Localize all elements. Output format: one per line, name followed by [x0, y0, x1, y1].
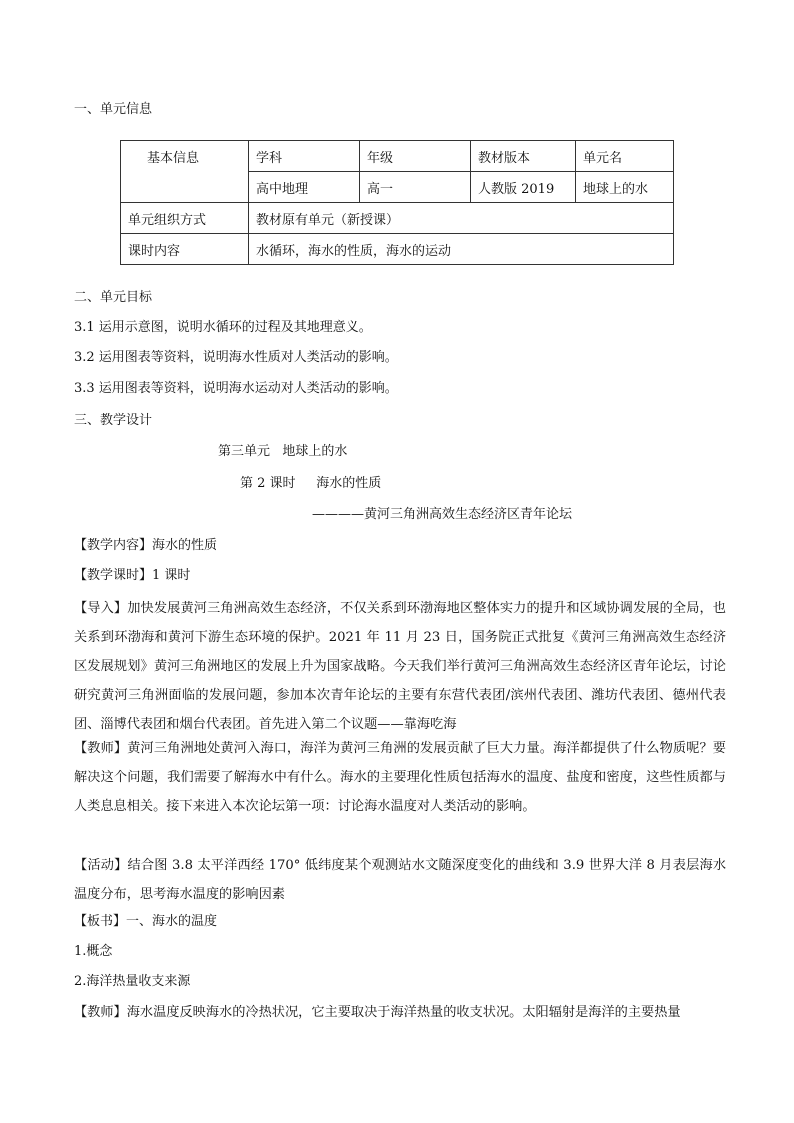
board-text: 一、海水的温度 [126, 914, 218, 929]
table-cell: 人教版 2019 [471, 172, 576, 203]
lesson-value: 水循环，海水的性质，海水的运动 [249, 234, 674, 265]
unit-heading: 第三单元 地球上的水 [218, 444, 348, 459]
table-header-cell: 教材版本 [471, 141, 576, 172]
goal-item: 3.1 运用示意图，说明水循环的过程及其地理意义。 [74, 320, 372, 335]
goal-item: 3.2 运用图表等资料，说明海水性质对人类活动的影响。 [74, 350, 398, 365]
board-point: 1.概念 [74, 944, 113, 959]
table-cell: 高一 [360, 172, 471, 203]
teacher-paragraph [74, 734, 726, 821]
lesson-heading: 第 2 课时 海水的性质 [240, 476, 382, 491]
section-title-unit-info: 一、单元信息 [74, 102, 153, 117]
table-row [121, 203, 674, 234]
intro-tag: 【导入】 [74, 601, 128, 616]
teacher-tag: 【教师】 [74, 741, 128, 756]
content-tag: 【教学内容】 [74, 538, 153, 553]
intro-paragraph [74, 594, 726, 739]
activity-tag: 【活动】 [74, 858, 128, 873]
board-tag: 【板书】 [74, 914, 127, 929]
teacher-paragraph [74, 998, 726, 1027]
table-cell: 高中地理 [249, 172, 360, 203]
org-value: 教材原有单元（新授课） [249, 203, 674, 234]
org-label: 单元组织方式 [121, 203, 249, 234]
board-point: 2.海洋热量收支来源 [74, 974, 191, 989]
board-line [74, 912, 217, 932]
table-row [121, 141, 674, 172]
activity-paragraph [74, 851, 726, 909]
forum-heading: ————黄河三角洲高效生态经济区青年论坛 [312, 507, 573, 522]
teacher-text: 黄河三角洲地处黄河入海口，海洋为黄河三角洲的发展贡献了巨大力量。海洋都提供了什么物质呢？要解决这个问题，我们需要了解海水中有什么。海水的主要理化性质包括海水的温度、盐度和密度，这些性质都与人类息息相关。接下来进入本次论坛第一项：讨论海水温度对人类活动的影响。 [74, 741, 726, 814]
teacher-tag: 【教师】 [74, 1005, 127, 1020]
unit-info-table [120, 140, 674, 265]
lesson-label: 课时内容 [121, 234, 249, 265]
teaching-content [74, 536, 217, 556]
intro-text: 加快发展黄河三角洲高效生态经济，不仅关系到环渤海地区整体实力的提升和区域协调发展的全局，也关系到环渤海和黄河下游生态环境的保护。2021 年 11 月 23 日，国务院正式批复《黄河三角洲高效生态经济区发展规划》黄河三角洲地区的发展上升为国家战略。今天我们举行黄河三角洲高效生态经济区青年论坛，讨论研究黄河三角洲面临的发展问题，参加本次青年论坛的主要有东营代表团/滨州代表团、潍坊代表团、德州代表团、淄博代表团和烟台代表团。首先进入第二个议题——靠海吃海 [74, 601, 726, 732]
table-header-cell: 单元名 [576, 141, 674, 172]
activity-text: 结合图 3.8 太平洋西经 170° 低纬度某个观测站水文随深度变化的曲线和 3.9 世界大洋 8 月表层海水温度分布，思考海水温度的影响因素 [74, 858, 727, 902]
table-header-cell: 学科 [249, 141, 360, 172]
teaching-hours [74, 566, 190, 586]
section-title-design: 三、教学设计 [74, 413, 153, 428]
content-text: 海水的性质 [152, 538, 218, 553]
table-header-cell: 年级 [360, 141, 471, 172]
hours-tag: 【教学课时】 [74, 568, 153, 583]
section-title-goals: 二、单元目标 [74, 290, 153, 305]
teacher-text: 海水温度反映海水的冷热状况，它主要取决于海洋热量的收支状况。太阳辐射是海洋的主要热量 [126, 1005, 681, 1020]
hours-text: 1 课时 [152, 568, 191, 583]
table-row [121, 234, 674, 265]
table-cell: 地球上的水 [576, 172, 674, 203]
goal-item: 3.3 运用图表等资料，说明海水运动对人类活动的影响。 [74, 381, 398, 396]
basic-info-label: 基本信息 [121, 141, 249, 203]
